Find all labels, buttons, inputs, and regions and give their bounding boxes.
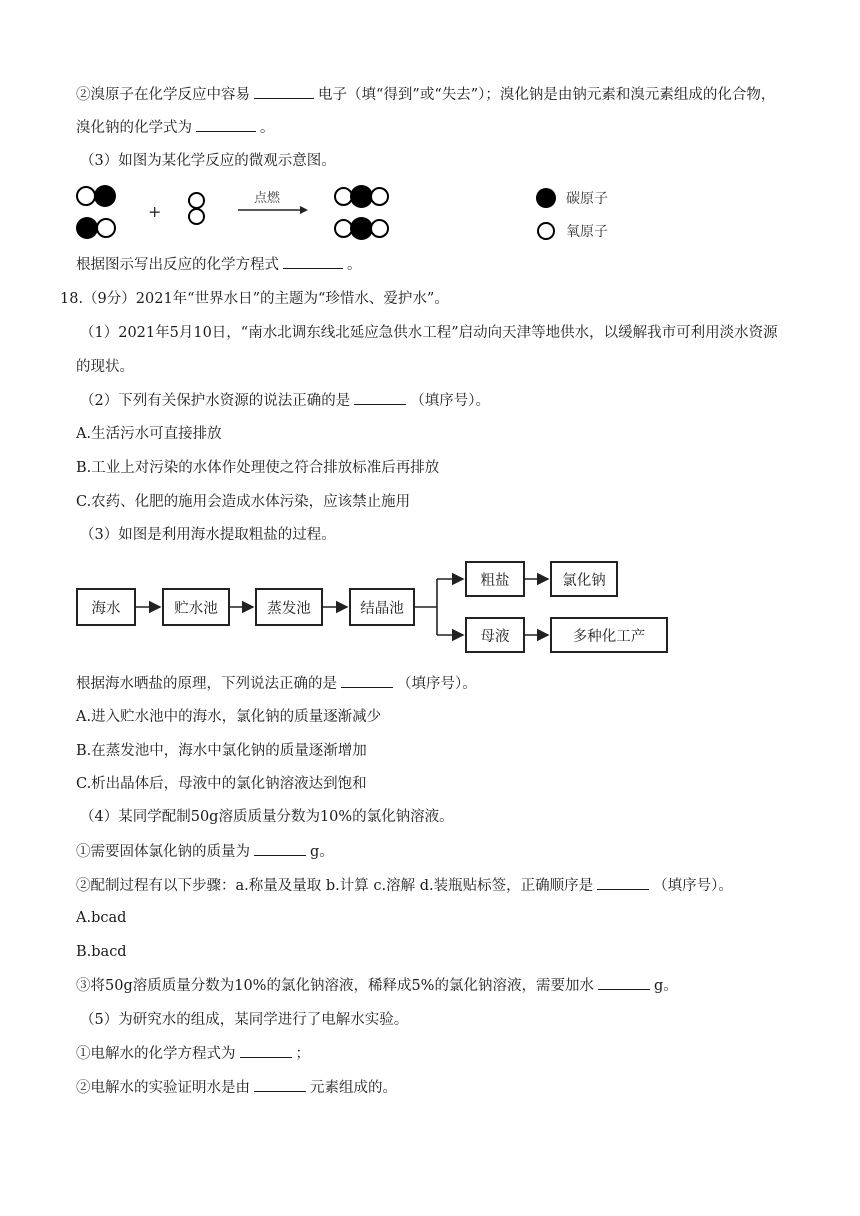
q17-part3-title: （3）如图为某化学反应的微观示意图。 [80, 153, 336, 169]
option-b: B.bacd [76, 944, 127, 960]
flow-crystallization-pool: 结晶池 [349, 588, 415, 626]
q18-part4-title: （4）某同学配制50g溶质质量分数为10%的氯化钠溶液。 [80, 809, 454, 825]
legend-carbon-label: 碳原子 [566, 191, 608, 207]
q18-part3-question: 根据海水晒盐的原理，下列说法正确的是 （填序号）。 [76, 673, 477, 694]
q18-part5-item2: ②电解水的实验证明水是由 元素组成的。 [76, 1077, 397, 1098]
answer-blank-electrolysis-equation[interactable] [240, 1043, 292, 1058]
q17-item2-text-b: 电子（填“得到”或“失去”）；溴化钠是由钠元素和溴元素组成的化合物， [318, 87, 776, 103]
option-b: B.在蒸发池中，海水中氯化钠的质量逐渐增加 [76, 743, 367, 759]
flow-storage-pool: 贮水池 [162, 588, 230, 626]
answer-blank-steps-order[interactable] [597, 875, 649, 890]
answer-blank-nacl-mass[interactable] [254, 841, 306, 856]
q18-part3-title: （3）如图是利用海水提取粗盐的过程。 [80, 527, 336, 543]
legend-oxygen-label: 氧原子 [566, 224, 608, 240]
option-c: C.析出晶体后，母液中的氯化钠溶液达到饱和 [76, 776, 367, 792]
q18-part4-item3: ③将50g溶质质量分数为10%的氯化钠溶液，稀释成5%的氯化钠溶液，需要加水 g。 [76, 975, 678, 996]
q18-part1-line2: 的现状。 [76, 359, 134, 375]
q18-part4-item1: ①需要固体氯化钠的质量为 g。 [76, 841, 334, 862]
q18-part5-item1: ①电解水的化学方程式为 ； [76, 1043, 310, 1064]
arrow-label: 点燃 [254, 191, 281, 206]
answer-blank-water-added[interactable] [598, 975, 650, 990]
option-a: A.进入贮水池中的海水，氯化钠的质量逐渐减少 [76, 709, 382, 725]
flow-crude-salt: 粗盐 [465, 561, 525, 597]
flow-evaporation-pool: 蒸发池 [255, 588, 323, 626]
answer-blank-part3[interactable] [341, 673, 393, 688]
plus-sign: + [148, 202, 162, 221]
q18-part4-item2: ②配制过程有以下步骤：a.称量及量取 b.计算 c.溶解 d.装瓶贴标签，正确顺序是 （填序号）。 [76, 875, 733, 896]
flow-chemical-products: 多种化工产 [550, 617, 668, 653]
flow-mother-liquor: 母液 [465, 617, 525, 653]
q18-heading: 18.（9分）2021年“世界水日”的主题为“珍惜水、爱护水”。 [60, 291, 449, 307]
q18-part5-title: （5）为研究水的组成，某同学进行了电解水实验。 [80, 1012, 409, 1028]
q17-item2-line2: 溴化钠的化学式为 。 [76, 117, 275, 138]
answer-blank-elements[interactable] [254, 1077, 306, 1092]
q17-part3-question: 根据图示写出反应的化学方程式 。 [76, 254, 362, 275]
q18-part2-question: （2）下列有关保护水资源的说法正确的是 （填序号）。 [80, 390, 490, 411]
q17-item2-text-c: 溴化钠的化学式为 [76, 120, 192, 136]
option-b: B.工业上对污染的水体作处理使之符合排放标准后再排放 [76, 460, 440, 476]
q18-part1-line1: （1）2021年5月10日，“南水北调东线北延应急供水工程”启动向天津等地供水，以缓解我市可利用淡水资源 [80, 325, 778, 341]
q17-item2-text-a: ②溴原子在化学反应中容易 [76, 87, 250, 103]
option-c: C.农药、化肥的施用会造成水体污染，应该禁止施用 [76, 494, 411, 510]
flow-sodium-chloride: 氯化钠 [550, 561, 618, 597]
option-a: A.bcad [76, 910, 127, 926]
option-a: A.生活污水可直接排放 [76, 426, 222, 442]
flow-seawater: 海水 [76, 588, 136, 626]
